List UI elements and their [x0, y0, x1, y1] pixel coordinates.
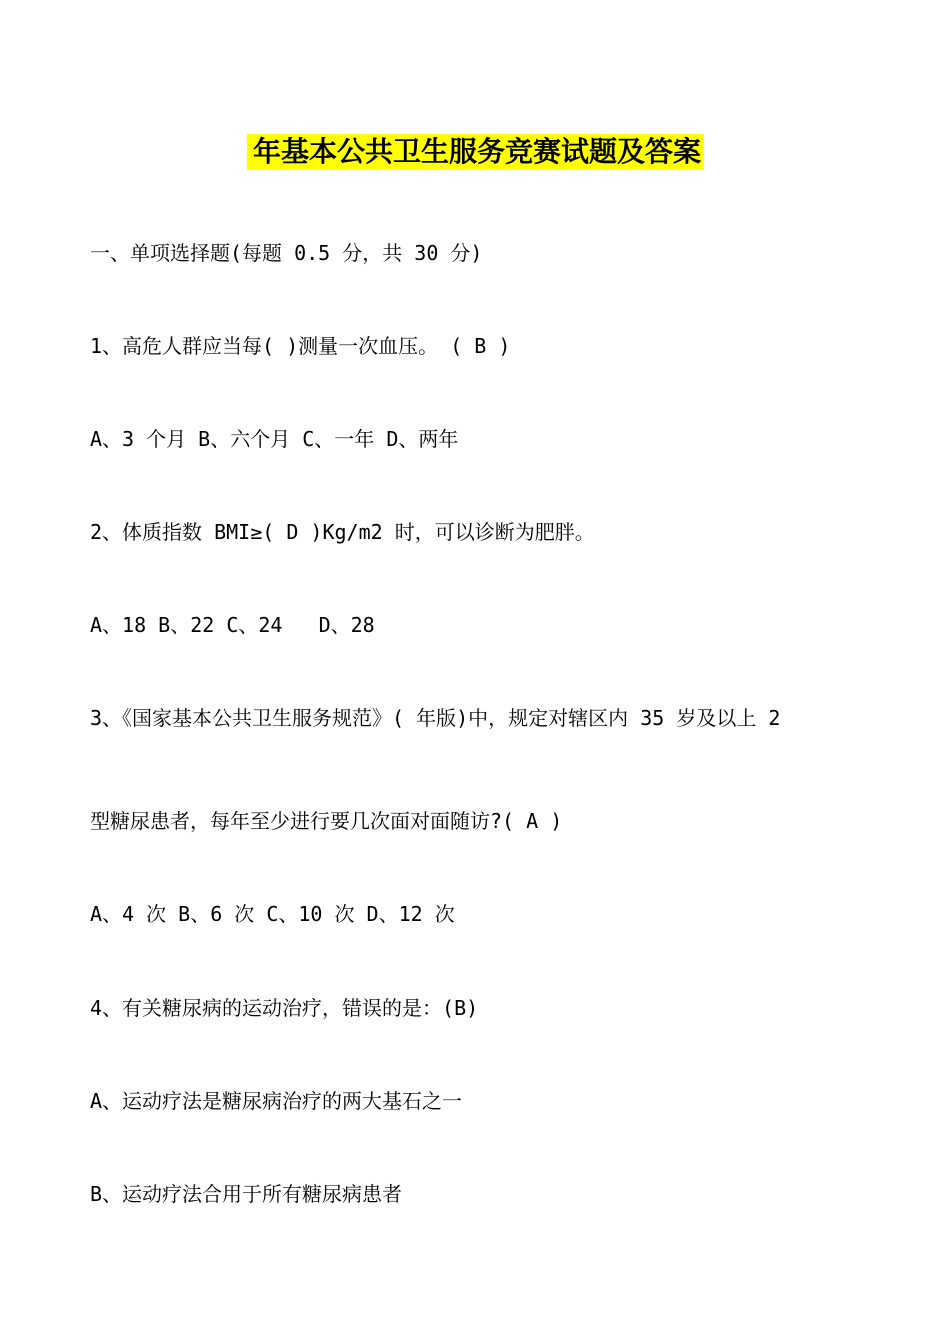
question-1: 1、高危人群应当每( )测量一次血压。 ( B ): [90, 334, 511, 358]
question-1-options: A、3 个月 B、六个月 C、一年 D、两年: [90, 427, 459, 451]
question-4-option-a: A、运动疗法是糖尿病治疗的两大基石之一: [90, 1089, 463, 1113]
question-3-options: A、4 次 B、6 次 C、10 次 D、12 次: [90, 902, 455, 926]
question-2-options: A、18 B、22 C、24 D、28: [90, 613, 375, 637]
title-container: [0, 134, 950, 170]
section-heading: 一、单项选择题(每题 0.5 分，共 30 分): [90, 241, 483, 265]
question-3-line-2: 型糖尿患者，每年至少进行要几次面对面随访?( A ): [90, 809, 563, 833]
question-3-line-1: 3、《国家基本公共卫生服务规范》( 年版)中，规定对辖区内 35 岁及以上 2: [90, 706, 781, 730]
document-title: 年基本公共卫生服务竞赛试题及答案: [247, 134, 703, 170]
question-4: 4、有关糖尿病的运动治疗，错误的是：(B): [90, 996, 479, 1020]
question-4-option-b: B、运动疗法合用于所有糖尿病患者: [90, 1182, 403, 1206]
question-2: 2、体质指数 BMI≥( D )Kg/m2 时，可以诊断为肥胖。: [90, 520, 595, 544]
